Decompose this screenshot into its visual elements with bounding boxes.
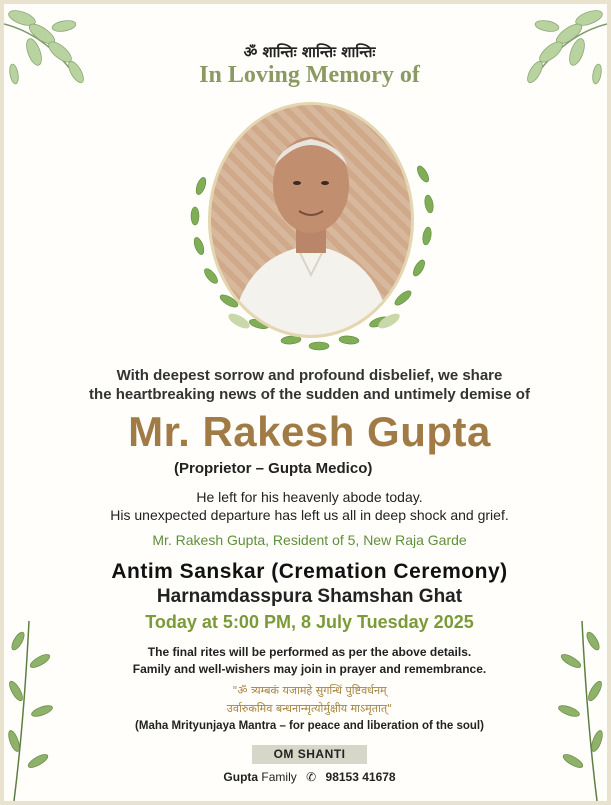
intro-text — [4, 366, 611, 404]
ceremony-venue: Harnamdasspura Shamshan Ghat — [156, 586, 463, 607]
family-label: Family — [261, 770, 297, 784]
om-shanti-banner: OM SHANTI — [252, 745, 367, 764]
person-icon — [211, 105, 411, 335]
intro-line-2: the heartbreaking news of the sudden and untimely demise of — [89, 386, 530, 403]
mantra-text — [4, 682, 611, 718]
family-name: Gupta — [223, 770, 259, 784]
mantra-line-1: "ॐ त्र्यम्बकं यजामहे सुगन्धिं पुष्टिवर्धनम् — [232, 684, 387, 697]
shanti-invocation: ॐ शान्तिः शान्तिः शान्तिः — [243, 43, 376, 61]
phone-number[interactable]: 98153 41678 — [325, 770, 396, 784]
footer-contact — [4, 770, 611, 784]
abode-line-2: His unexpected departure has left us all in deep shock and grief. — [110, 507, 509, 523]
phone-icon: ✆ — [306, 770, 317, 784]
resident-address: Mr. Rakesh Gupta, Resident of 5, New Raja Garde — [152, 532, 467, 548]
deceased-role: (Proprietor – Gupta Medico) — [174, 460, 373, 477]
mantra-line-2: उर्वारुकमिव बन्धनान्मृत्योर्मुक्षीय माऽमृतात्" — [226, 702, 393, 715]
intro-line-1: With deepest sorrow and profound disbelief, we share — [116, 367, 503, 384]
abode-line-1: He left for his heavenly abode today. — [196, 489, 423, 505]
portrait-photo — [208, 102, 414, 338]
rites-text — [4, 644, 611, 678]
ceremony-time: Today at 5:00 PM, 8 July Tuesday 2025 — [145, 612, 474, 632]
abode-text — [4, 488, 611, 524]
mantra-note: (Maha Mrityunjaya Mantra – for peace and liberation of the soul) — [135, 720, 484, 732]
rites-line-1: The final rites will be performed as per the above details. — [147, 645, 472, 659]
portrait-frame — [179, 96, 449, 358]
deceased-name: Mr. Rakesh Gupta — [128, 408, 491, 455]
memorial-title: In Loving Memory of — [199, 62, 420, 88]
rites-line-2: Family and well-wishers may join in prayer and remembrance. — [132, 662, 487, 676]
ceremony-title: Antim Sanskar (Cremation Ceremony) — [111, 560, 508, 583]
